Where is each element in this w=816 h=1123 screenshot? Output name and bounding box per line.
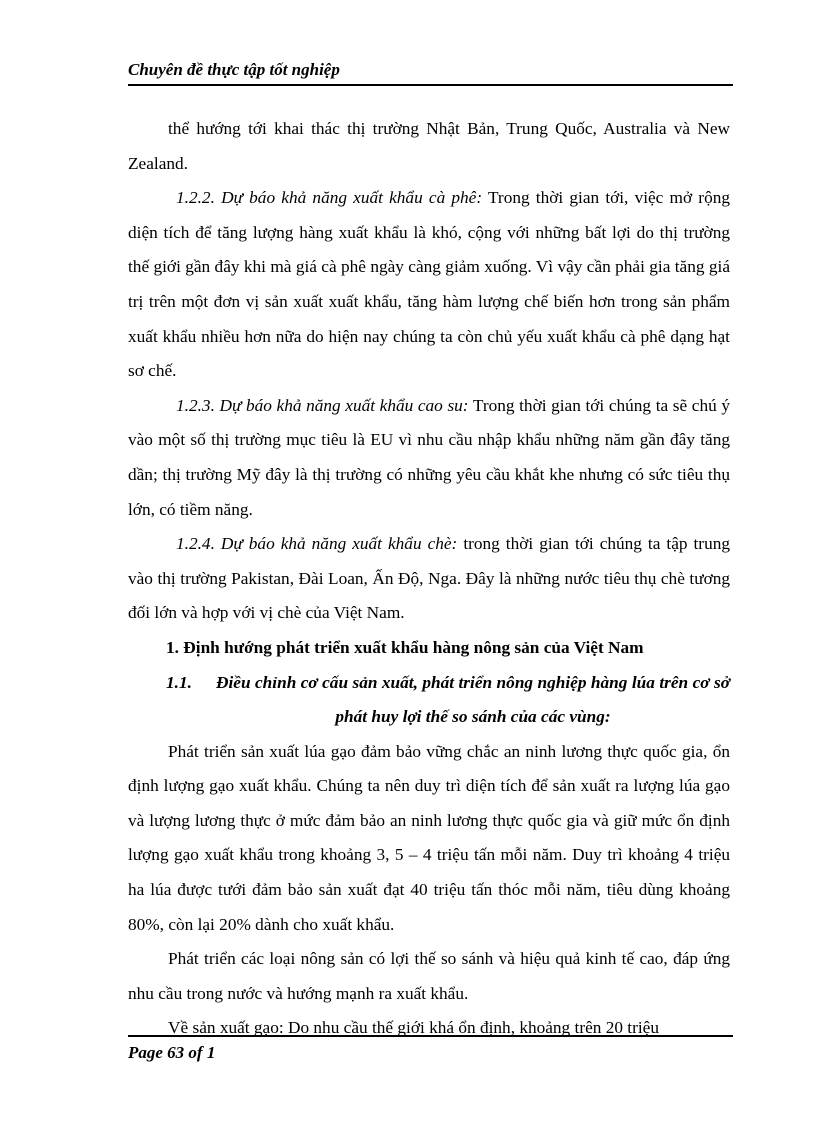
paragraph-coffee-text: Trong thời gian tới, việc mở rộng diện tích để tăng lượng hàng xuất khẩu là khó, cộng với những bất lợi do thị trường thế giới gần đây khi mà giá cà phê ngày càng giảm xuống. Vì vậy cần phải gia tăng giá trị trên một đơn vị sản xuất xuất khẩu, tăng hàm lượng chế biến hơn trong sản phẩm xuất khẩu nhiều hơn nữa do hiện nay chúng ta còn chủ yếu xuất khẩu cà phê dạng hạt sơ chế. [128,188,730,381]
document-body [128,112,730,1046]
footer-rule [128,1035,733,1037]
header-title: Chuyên đề thực tập tốt nghiệp [128,60,340,79]
paragraph-tea-forecast [128,527,730,631]
subsection-heading-coffee: 1.2.2. Dự báo khả năng xuất khẩu cà phê: [176,188,483,208]
subsection-title: Điều chỉnh cơ cấu sản xuất, phát triển nông nghiệp hàng lúa trên cơ sở phát huy lợi thế so sánh của các vùng: [216,672,730,727]
page-number: Page 63 of 1 [128,1043,216,1062]
paragraph-rice-production: Phát triển sản xuất lúa gạo đảm bảo vững chắc an ninh lương thực quốc gia, ổn định lượng gạo xuất khẩu. Chúng ta nên duy trì diện tích để sản xuất ra lượng lúa gạo và lượng lương thực ở mức đảm bảo an ninh lương thực quốc gia và giữ mức ổn định lượng gạo xuất khẩu trong khoảng 3, 5 – 4 triệu tấn mỗi năm. Duy trì khoảng 4 triệu ha lúa được tưới đảm bảo sản xuất đạt 40 triệu tấn thóc mỗi năm, tiêu dùng khoảng 80%, còn lại 20% dành cho xuất khẩu. [128,741,730,934]
subsection-heading-rubber: 1.2.3. Dự báo khả năng xuất khẩu cao su: [176,395,469,415]
section-heading: 1. Định hướng phát triển xuất khẩu hàng nông sản của Việt Nam [166,637,644,657]
paragraph-rubber-forecast [128,389,730,527]
paragraph-coffee-forecast [128,181,730,389]
paragraph-tea-text: trong thời gian tới chúng ta tập trung vào thị trường Pakistan, Đài Loan, Ấn Độ, Nga. Đây là những nước tiêu thụ chè tương đối lớn và hợp với vị chè của Việt Nam. [128,534,730,623]
header-rule [128,84,733,86]
paragraph-1: thể hướng tới khai thác thị trường Nhật Bản, Trung Quốc, Australia và New Zealand. [128,119,730,173]
subsection-number: 1.1. [166,672,192,692]
paragraph-rice-demand: Về sản xuất gạo: Do nhu cầu thế giới khá ổn định, khoảng trên 20 triệu [168,1018,659,1038]
subsection-heading-tea: 1.2.4. Dự báo khả năng xuất khẩu chè: [176,534,458,554]
subsection-heading [128,666,730,735]
paragraph-comparative-advantage: Phát triển các loại nông sản có lợi thế so sánh và hiệu quả kinh tế cao, đáp ứng nhu cầu trong nước và hướng mạnh ra xuất khẩu. [128,949,730,1003]
paragraph-rubber-text: Trong thời gian tới chúng ta sẽ chú ý vào một số thị trường mục tiêu là EU vì nhu cầu nhập khẩu những năm gần đây tăng dần; thị trường Mỹ đây là thị trường có những yêu cầu khắt khe nhưng có sức tiêu thụ lớn, có tiềm năng. [128,395,730,519]
